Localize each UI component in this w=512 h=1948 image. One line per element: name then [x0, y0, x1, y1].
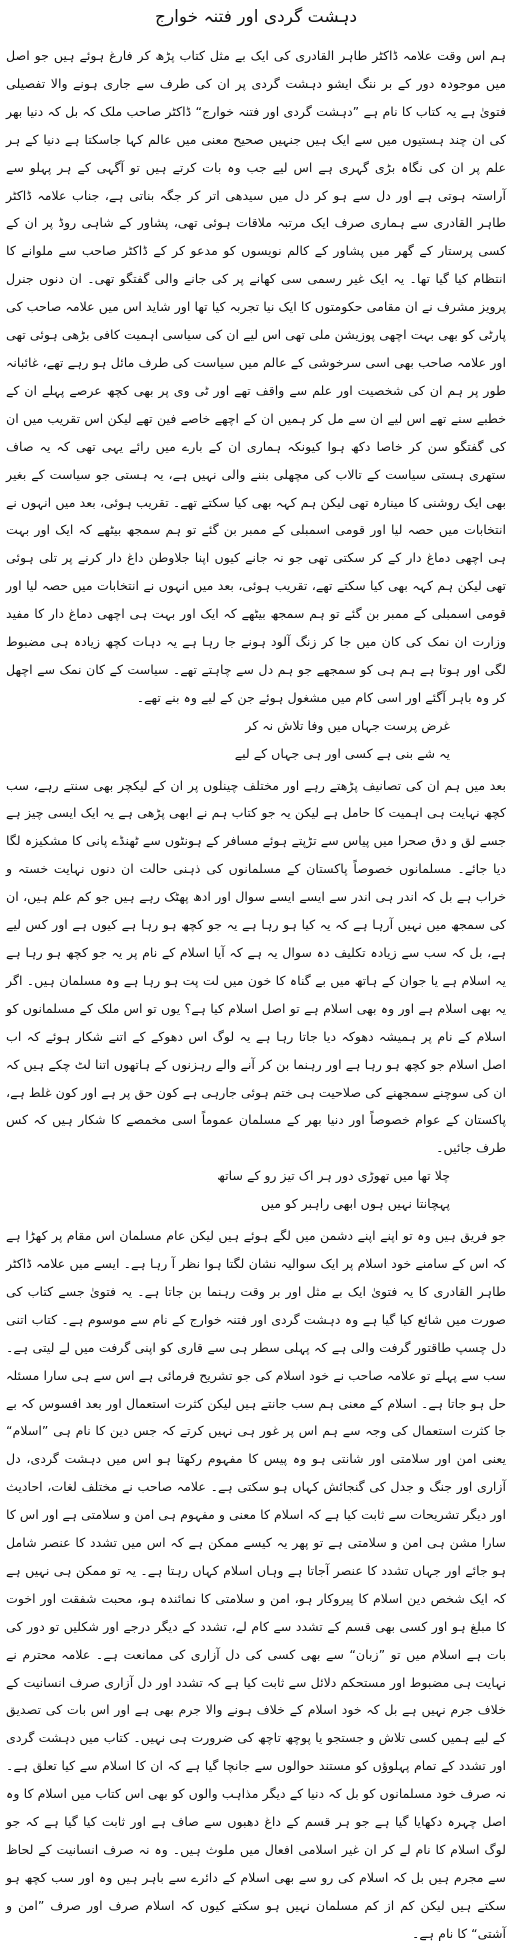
couplet-line: یہ شے بنی ہے کسی اور ہی جہاں کے لیے [234, 745, 450, 761]
article-title: دہشت گردی اور فتنہ خوارج [154, 7, 358, 27]
couplet-line: غرض پرست جہاں میں وفا تلاش نہ کر [245, 717, 450, 733]
article-paragraph: جو فریق ہیں وہ تو اپنے اپنے دشمن میں لگے ہوئے ہیں لیکن عام مسلمان اس مقام پر کھڑا ہے کہ اس کے سامنے خود اسلام پر ایک سوالیہ نشان لگتا ہوا نظر آ رہا ہے۔ ایسے میں علامہ ڈاکٹر طاہر القادری کا یہ فتویٰ ایک بے مثل اور بر وقت رہنما بن جاتا ہے۔ یہ فتویٰ جسے کتاب کی صورت میں شائع کیا گیا ہے وہ دہشت گردی اور فتنہ خوارج کے نام سے موسوم ہے۔ کتاب اتنی دل چسپ طاقتور گرفت والی ہے کہ پہلی سطر ہی سے قاری کو اپنی گرفت میں لے لیتی ہے۔ سب سے پہلے تو علامہ صاحب نے خود اسلام کی جو تشریح فرمائی ہے اس سے ہی سارا مسئلہ حل ہو جاتا ہے۔ اسلام کے معنی ہم سب جانتے ہیں لیکن کثرت استعمال اور بعد افسوس کہ بے جا کثرت استعمال کی وجہ سے ہم اس پر غور ہی نہیں کرتے کہ جس دین کا نام ہی ”اسلام“ یعنی امن اور سلامتی اور شانتی ہو وہ پیس کا مفہوم رکھتا ہو اس میں دہشت گردی، دل آزاری اور جنگ و جدل کی گنجائش کہاں ہو سکتی ہے۔ علامہ صاحب نے مختلف لغات، احادیث اور دیگر تشریحات سے ثابت کیا ہے کہ اسلام کا معنی و مفہوم ہی امن و سلامتی ہے اور اس کا سارا مشن ہی امن و سلامتی ہے تو پھر یہ کیسے ممکن ہے کہ اس میں تشدد کا عنصر شامل ہو جائے اور جہاں تشدد کا عنصر آجاتا ہے وہاں اسلام کہاں رہتا ہے۔ یہ تو ممکن ہی نہیں ہے کہ ایک شخص دین اسلام کا پیروکار ہو، امن و سلامتی کا نمائندہ ہو، محبت شفقت اور اخوت کا مبلغ ہو اور کسی بھی قسم کے تشدد سے کام لے، تشدد کے دیگر درجے اور شکلیں تو دور کی بات ہے اسلام میں تو ”زبان“ سے بھی کسی کی دل آزاری کی ممانعت ہے۔ علامہ محترم نے نہایت ہی مضبوط اور مستحکم دلائل سے ثابت کیا ہے کہ تشدد اور دل آزاری صرف انسانیت کے خلاف جرم نہیں ہے بل کہ خود اسلام کے خلاف ہونے والا جرم بھی ہے اور اس بات کی تصدیق کے لیے ہمیں کسی تلاش و جستجو یا پوچھ تاچھ کی ضرورت ہی نہیں۔ کتاب میں دہشت گردی اور تشدد کے تمام پہلوؤں کو مستند حوالوں سے جانچا گیا ہے کہ ان کا اسلام سے کیا تعلق ہے۔ نہ صرف خود مسلمانوں کو بل کہ دنیا کے دیگر مذاہب والوں کو بھی اس کتاب میں اسلام کا وہ اصل چہرہ دکھایا گیا ہے جو ہر قسم کے داغ دھبوں سے صاف ہے اور ثابت کیا گیا ہے کہ جو لوگ اسلام کا نام لے کر ان غیر اسلامی افعال میں ملوث ہیں۔ وہ نہ صرف انسانیت کے لحاظ سے مجرم ہیں بل کہ اسلام کی رو سے بھی اسلام کے دائرے سے باہر ہیں وہ اور سب کچھ ہو سکتے ہیں لیکن کم از کم مسلمان نہیں ہو سکتے کیوں کہ اسلام صرف اور صرف ”امن و آشتی“ کا نام ہے۔ [6, 1228, 506, 1941]
poetry-couplet [6, 1162, 506, 1218]
article-paragraph: ہم اس وقت علامہ ڈاکٹر طاہر القادری کی ایک بے مثل کتاب پڑھ کر فارغ ہوئے ہیں جو اصل میں موجودہ دور کے بر ننگ ایشو دہشت گردی پر ان کی طرف سے جاری ہونے والا تفصیلی فتویٰ ہے یہ کتاب کا نام ہے ”دہشت گردی اور فتنہ خوارج“ ڈاکٹر صاحب ملک کہ بل کہ دنیا بھر کی ان چند ہستیوں میں سے ایک ہیں جنہیں صحیح معنی میں عالم کہا جاسکتا ہے دنیا کے ہر علم پر ان کی نگاہ بڑی گہری ہے اس لیے جب وہ بات کرتے ہیں تو آگہی کے ہر پہلو سے آراستہ ہوتی ہے اور دل سے ہو کر دل میں سیدھی اتر کر جگہ بناتی ہے، جناب علامہ ڈاکٹر طاہر القادری سے ہماری صرف ایک مرتبہ ملاقات ہوئی تھی، پشاور کے شاہی روڈ پر ان کے کسی پرستار کے گھر میں پشاور کے کالم نویسوں کو مدعو کر کے ڈاکٹر صاحب سے ملوانے کا انتظام کیا گیا تھا۔ یہ ایک غیر رسمی سی کھانے پر کی جانے والی گفتگو تھی۔ ان دنوں جنرل پرویز مشرف نے ان مقامی حکومتوں کا ایک نیا تجربہ کیا تھا اور شاید اس میں علامہ صاحب کی پارٹی کو بھی بہت اچھی پوزیشن ملی تھی اس لیے ان کی سیاسی اہمیت کافی بڑھی ہوئی تھی اور علامہ صاحب بھی اسی سرخوشی کے عالم میں سیاست کی طرف مائل ہو رہے تھے، غائبانہ طور پر ہم ان کی شخصیت اور علم سے واقف تھے اور ٹی وی پر بھی کچھ عرصے پہلے ان کے خطبے سنے تھے اس لیے ان سے مل کر ہمیں ان کے اچھے خاصے فین تھے لیکن اس تقریب میں ان کی گفتگو سن کر خاصا دکھ ہوا کیونکہ ہماری ان کے بارے میں رائے یہی تھی کہ یہ صاف ستھری ہستی سیاست کے تالاب کی مچھلی بننے والی نہیں ہے، یہ ہستی جو سیاست کے بغیر بھی ایک روشنی کا مینارہ تھی لیکن ہم کہہ بھی کیا سکتے تھے۔ تقریب ہوئی، بعد میں انہوں نے انتخابات میں حصہ لیا اور قومی اسمبلی کے ممبر بن گئے تو ہم سمجھ بیٹھے کہ ایک اور بہت ہی اچھی دماغ دار کے کر سکتی تھی جو نہ جانے کیوں اپنا جلاوطن داغ دار کرنے پر تلی ہوئی تھی لیکن ہم کہہ بھی کیا سکتے تھے، تقریب ہوئی، بعد میں انہوں نے انتخابات میں حصہ لیا اور قومی اسمبلی کے ممبر بن گئے تو ہم سمجھ بیٹھے کہ ایک اور بہت ہی اچھی دماغ دار کا مفید وزارت ان نمک کی کان میں جا کر زنگ آلود ہونے جا رہا ہے یہ دہات کچھ زیادہ ہی مضبوط لگی اور ہوتا ہے ہم ہی کو سمجھے جو ہم دل سے چاہتے تھے۔ سیاست کے کان نمک سے اچھل کر وہ باہر آگئے اور اسی کام میں مشغول ہوئے جن کے لیے وہ بنے تھے۔ [6, 48, 506, 705]
article-paragraph: بعد میں ہم ان کی تصانیف پڑھتے رہے اور مختلف چینلوں پر ان کے لیکچر بھی سنتے رہے، سب کچھ نہایت ہی اہمیت کا حامل ہے لیکن یہ جو کتاب ہم نے ابھی پڑھی ہے یہ ایک ایسی چیز ہے جسے لق و دق صحرا میں پیاس سے تڑپتے ہوئے مسافر کے ہونٹوں سے ٹھنڈے پانی کا مشکیزہ لگا دیا جائے۔ مسلمانوں خصوصاً پاکستان کے مسلمانوں کی ذہنی حالت ان دنوں نہایت خستہ و خراب ہے بل کہ اندر ہی اندر سے ایسے ایسے سوال اور ادھ پھٹک رہے ہیں جو کم علم ہیں، ان کی سمجھ میں نہیں آرہا ہے کہ یہ کیا ہو رہا ہے یہ جو کچھ ہو رہا ہے کیوں ہے اور کس لیے ہے، بل کہ سب سے زیادہ تکلیف دہ سوال یہ ہے کہ آیا اسلام کے نام پر یہ جو کچھ ہو رہا ہے یہ اسلام ہے یا جوان کے ہاتھ میں بے گناہ کا خون میں لت پت ہو رہا ہے وہ مسلمان ہیں۔ اگر یہ بھی اسلام ہے اور وہ بھی اسلام ہے تو اصل اسلام کیا ہے؟ یوں تو اس ملک کے مسلمانوں کو اسلام کے نام پر ہمیشہ دھوکہ دیا جاتا رہا ہے یہ لوگ اس دھوکے کے اتنے شکار ہوئے کہ اب اصل اسلام جو کچھ ہو رہا ہے اور رہنما بن کر آنے والے رہزنوں کے ہاتھوں اتنا لٹ چکے ہیں کہ ان کی سوچنے سمجھنے کی صلاحیت ہی ختم ہوئی جارہی ہے کون حق پر ہے اور کون غلط ہے، پاکستان کے عوام خصوصاً اور دنیا بھر کے مسلمان عموماً اسی مخمصے کا شکار ہیں کہ کس طرف جائیں۔ [6, 777, 506, 1156]
poetry-couplet [6, 712, 506, 768]
couplet-line: پہچانتا نہیں ہوں ابھی راہبر کو میں [260, 1196, 450, 1212]
couplet-line: چلا تھا میں تھوڑی دور ہر اک تیز رو کے ساتھ [217, 1168, 450, 1184]
